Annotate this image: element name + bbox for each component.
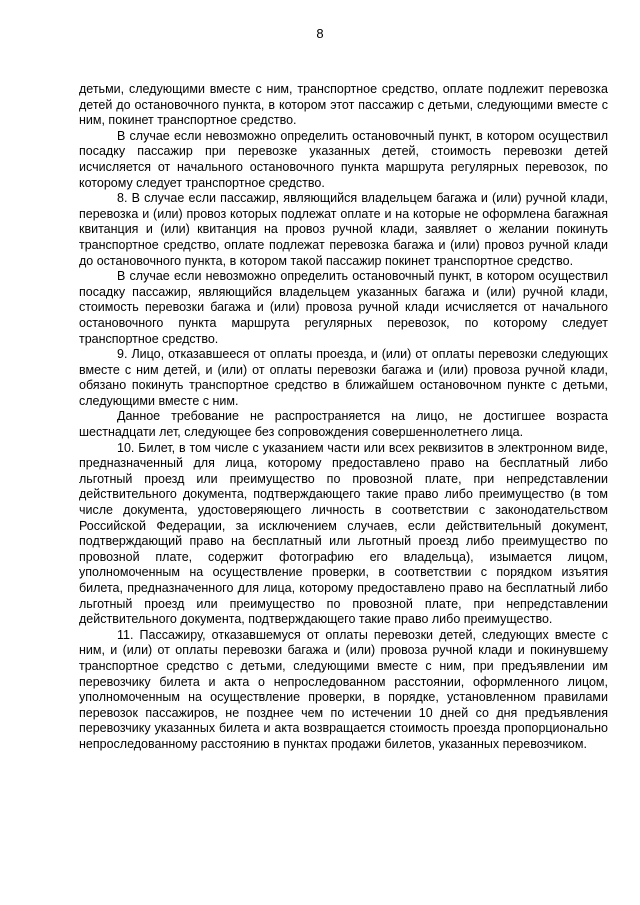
- document-body: [79, 82, 608, 753]
- paragraph-continuation: детьми, следующими вместе с ним, транспортное средство, оплате подлежит перевозка детей до остановочного пункта, в котором этот пассажир с детьми, следующими вместе с ним, покинет транспортное средство.: [79, 82, 608, 128]
- paragraph-minor-exception: Данное требование не распространяется на лицо, не достигшее возраста шестнадцати лет, следующее без сопровождения совершеннолетнего лица.: [79, 409, 608, 440]
- paragraph-item-10: 10. Билет, в том числе с указанием части или всех реквизитов в электронном виде, предназначенный для лица, которому предоставлено право на бесплатный либо льготный проезд или преимущество по провозной плате, при непредставлении действительного документа, подтверждающего такие право либо преимущество (в том числе документа, удостоверяющего личность в соответствии с законодательством Российской Федерации, за исключением случаев, если действительный документ, подтверждающий право на бесплатный или льготный проезд либо преимущество по провозной плате, содержит фотографию его владельца), изымается лицом, уполномоченным на осуществление проверки, в соответствии с порядком изъятия билета, предназначенного для лица, которому предоставлено право на бесплатный либо льготный проезд или преимущество по провозной плате, при непредставлении действительного документа, подтверждающего такие право либо преимущество.: [79, 440, 608, 627]
- paragraph-item-8: 8. В случае если пассажир, являющийся владельцем багажа и (или) ручной клади, перевозка и (или) провоз которых подлежат оплате и на которые не оформлена багажная квитанция и (или) квитанция на провоз ручной клади, заявляет о желании покинуть транспортное средство, оплате подлежат перевозка багажа и (или) провоз ручной клади до остановочного пункта, в котором такой пассажир покинет транспортное средство.: [79, 191, 608, 268]
- paragraph-item-9: 9. Лицо, отказавшееся от оплаты проезда, и (или) от оплаты перевозки следующих вместе с ним детей, и (или) от оплаты перевозки багажа и (или) провоза ручной клади, обязано покинуть транспортное средство в ближайшем остановочном пункте с детьми, следующими вместе с ним.: [79, 347, 608, 408]
- paragraph-item-11: 11. Пассажиру, отказавшемуся от оплаты перевозки детей, следующих вместе с ним, и (или) от оплаты перевозки багажа и (или) провоза ручной клади и покинувшему транспортное средство с детьми, следующими вместе с ним, при предъявлении им перевозчику билета и акта о непроследованном расстоянии, оформленного лицом, уполномоченным на осуществление проверки, в порядке, установленном правилами перевозок пассажиров, не позднее чем по истечении 10 дней со дня предъявления перевозчику указанных билета и акта возвращается стоимость проезда пропорционально непроследованному расстоянию в пунктах продажи билетов, указанных перевозчиком.: [79, 627, 608, 751]
- page-number: 8: [316, 26, 324, 41]
- paragraph-stop-undetermined-children: В случае если невозможно определить остановочный пункт, в котором осуществил посадку пассажир при перевозке указанных детей, стоимость перевозки детей исчисляется от начального остановочного пункта маршрута регулярных перевозок, по которому следует транспортное средство.: [79, 128, 608, 190]
- paragraph-stop-undetermined-baggage: В случае если невозможно определить остановочный пункт, в котором осуществил посадку пассажир, являющийся владельцем указанных багажа и (или) ручной клади, стоимость перевозки багажа и (или) провоза ручной клади исчисляется от начального остановочного пункта маршрута регулярных перевозок, по которому следует транспортное средство.: [79, 269, 608, 346]
